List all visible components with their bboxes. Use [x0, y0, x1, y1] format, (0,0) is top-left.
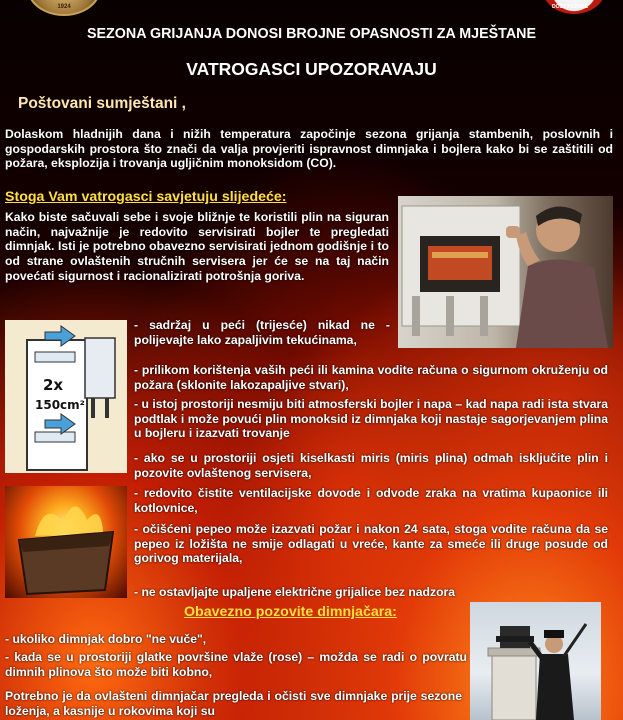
list-item: - u istoj prostoriji nesmiju biti atmosferski bojler i napa – kad napa radi ista stvara podtlak i može povući plin monoksid iz dimnjaka koji nastaje sagorjevanjem plina u bojleru i izazvati trovanje — [134, 397, 608, 441]
fire-brigade-logo-left — [27, 0, 101, 16]
logo-right-text: DOŠT POŽARE — [552, 4, 589, 10]
intro-paragraph: Dolaskom hladnijih dana i nižih temperatura započinje sezona grijanja stambenih, poslovnih i gospodarskih prostora što znači da valja provjeriti ispravnost dimnjaka i bojlera kako bi se zaštitili od požara, eksplozija i trovanja ugljičnim monoksidom (CO). — [5, 127, 613, 171]
chimney-sweep-photo — [470, 602, 601, 720]
list-item: - očišćeni pepeo može izazvati požar i nakon 24 sata, stoga vodite računa da se pepeo iz ložišta ne smije odlagati u vreće, kante za smeće ili druge posude od gorivog materijala, — [134, 522, 608, 566]
greeting: Poštovani sumještani , — [18, 95, 186, 112]
vent-label-area: 150cm² — [35, 398, 85, 412]
advice-heading: Stoga Vam vatrogasci savjetuju slijedeće: — [5, 189, 287, 205]
fire-brigade-logo-right — [542, 0, 606, 14]
advice-paragraph: Kako biste sačuvali sebe i svoje bližnje te koristili plin na siguran način, najvažnije je redovito servisirati bojler te pregledati dimnjak. Isti je potrebno obavezno servisirati jednom godišnje i to od strane ovlaštenih stručnih servisera jer će se na taj način povećati sigurnost i racionalizirati potrošnja goriva. — [5, 210, 389, 283]
list-item: - sadržaj u peći (trijesće) nikad ne - polijevajte lako zapaljivim tekućinama, — [134, 318, 390, 347]
chimney-heading: Obavezno pozovite dimnjačara: — [184, 604, 397, 620]
ventilation-diagram — [5, 320, 127, 473]
logo-year: 1924 — [57, 4, 71, 10]
list-item: - kada se u prostoriji glatke površine vlaže (rose) – možda se radi o povratu dimnih plinova što može biti kobno, — [5, 650, 467, 679]
burning-bin-photo — [5, 486, 127, 598]
page-title: SEZONA GRIJANJA DONOSI BROJNE OPASNOSTI ZA MJEŠTANE — [86, 26, 537, 42]
page-subtitle: VATROGASCI UPOZORAVAJU — [186, 59, 437, 79]
closing-paragraph: Potrebno je da ovlašteni dimnjačar pregleda i očisti sve dimnjake prije sezone loženja, a kasnije u rokovima koji su — [5, 689, 462, 718]
vent-label-count: 2x — [43, 376, 64, 394]
list-item: - prilikom korištenja vaših peći ili kamina vodite računa o sigurnom okruženju od požara (sklonite lakozapaljive stvari), — [134, 363, 608, 392]
list-item: - ne ostavljajte upaljene električne grijalice bez nadzora — [134, 585, 456, 599]
list-item: - redovito čistite ventilacijske dovode i odvode zraka na vratima kupaonice ili kotlovnice, — [134, 486, 608, 515]
list-item: - ukoliko dimnjak dobro "ne vuče", — [5, 632, 207, 646]
list-item: - ako se u prostoriji osjeti kiselkasti miris (miris plina) odmah isključite plin i pozovite ovlaštenog servisera, — [134, 451, 608, 480]
boiler-service-photo — [398, 196, 613, 348]
